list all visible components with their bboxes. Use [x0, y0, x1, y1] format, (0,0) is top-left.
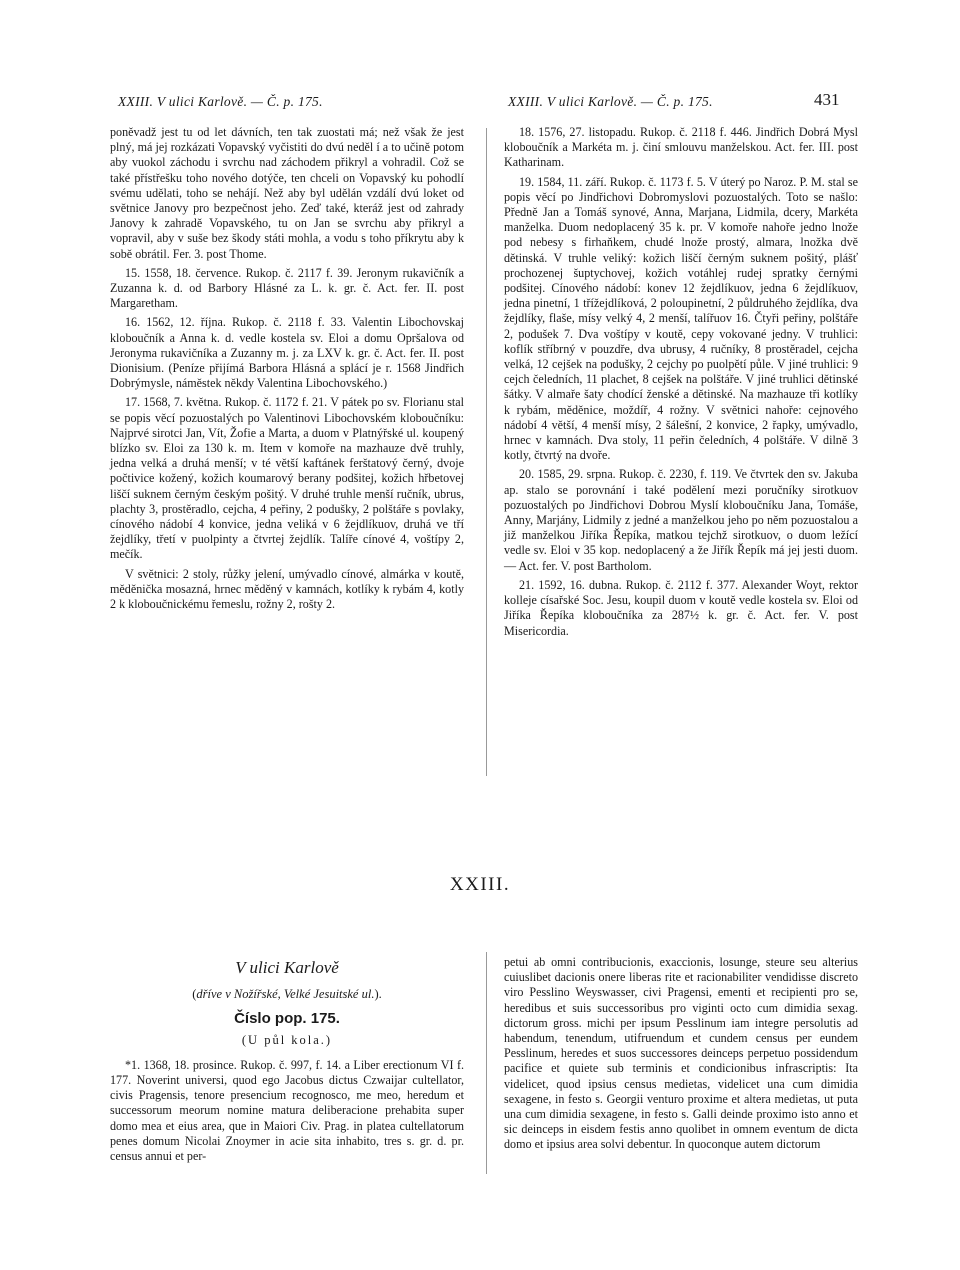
- page-number: 431: [814, 90, 840, 109]
- paragraph: 17. 1568, 7. května. Rukop. č. 1172 f. 21. V pátek po sv. Florianu stal se popis věcí pozuostalých po Valentinovi Libochovském kloboučníku: Najprvé sirotci Jan, Vít, Žofie a Marta, a duom v Platnýřské ul. koupený blízko sv. Eloi za 130 k. m. Item v komoře na mazhauze dvě truhly, jedna velká a druhá menší; v té větší kaftánek ferštatový černý, dvoje počtivice kožený, kožich koumarový berany podšitej, kožich hřbetovej liščí suknem černým českým pošitý. V druhé truhle menší ručník, ubrus, plachty 3, prostěradlo, cejcha, 4 peřiny, 2 podušky, 2 polštáře s povlaky, cínového nádobí 4 konvice, jedna veliká v 6 žejdlíkuov, druhá ve tří žejdlíky, třetí v puolpinty a čtvrtej žejdlík. Talíře cínové 4, voštípy 2, mečík.: [110, 395, 464, 562]
- paragraph: 21. 1592, 16. dubna. Rukop. č. 2112 f. 377. Alexander Woyt, rektor kolleje císařské Soc. Jesu, koupil duom v koutě vedle kostela sv. Eloi od Jiříka Řepíka kloboučníka za 287½ k. gr. č. Act. fer. V. post Misericordia.: [504, 577, 858, 638]
- running-head-left: XXIII. V ulici Karlově. — Č. p. 175.: [118, 94, 323, 109]
- paragraph: 16. 1562, 12. října. Rukop. č. 2118 f. 33. Valentin Libochovskaj kloboučník a Anna k. d. vedle kostela sv. Eloi a domu Opršalova od Jeronyma rukavičníka a Zuzanny m. j. za LXV k. gr. č. Act. fer. II. post Dionisium. (Peníze přijímá Barbora Hlásná a splácí je r. 1568 Jindřich Dobrýmysle, náměstek někdy Valentina Libochovského.): [110, 315, 464, 391]
- bottom-right-column: [504, 955, 858, 1153]
- paragraph: poněvadž jest tu od let dávních, ten tak zuostati má; než však že jest plný, má jej rozkázati Vopavský vyčistiti do dvú neděl í a to učině potom aby vuokol záchodu i svrchu nad záchodem přikryl a vohradil. Což se také přístřešku toho nového dotýče, ten chceli on Vopavský ku pohodlí svému udělati, toho se nehájí. Než aby byl udělán vzdálí dvú loket od světnice Janovy pro bezpečnost jeho. Zeď také, kteráž jest od zahrady Janovy k zahradě Vopavského, tu on Jan se svrchu aby přikryl a vopravil, aby v suše bez škody státi mohla, a vodu s toho příkrytu aby k sobě obrátil. Fer. 3. post Thome.: [110, 125, 464, 261]
- house-name: (U půl kola.): [241, 1032, 333, 1047]
- house-number-heading: Číslo pop. 175.: [234, 1010, 340, 1028]
- former-street-names: [110, 987, 464, 1002]
- formerly-suffix: ).: [374, 987, 382, 1002]
- section-number: XXIII.: [449, 874, 511, 895]
- column-divider: [486, 952, 487, 1174]
- paragraph: petui ab omni contribucionis, exaccionis, losunge, steure seu alterius cuiuslibet dacionis onere liberas rite et racionabiliter vendidisse discreto viro Pesslino Weyswasser, civi Pragensi, ementi et recipienti pro se, heredibus et suis successoribus pro viginti octo cum dimidia sexag. dictorum gross. michi per ipsum Pesslinum iam integre persolutis ad habendum, tenendum, utifruendum et cundem census per eundem Pesslinum, heredes et suos successores deinceps perpetuo possidendum pacifice et quiete sub terminis et condicionibus infrascriptis: Ita videlicet, quod ipsius census medietas, videlicet una cum dimidia sexagene, in festo s. Georgii venturo proxime et altera medietas, ut puta una cum dimidia sexagene, in festo s. Galli deinde proximo isto anno et sic deinceps in eisdem festis anno quolibet in omnem eventum de dicta domo et ipsius area solvi debentur. In quoconque autem dictorum: [504, 955, 858, 1152]
- paragraph: V světnici: 2 stoly, růžky jelení, umývadlo cínové, almárka v koutě, měděnička mosazná, hrnec měděný v kamnách, kotlíky k rybám 4, kotly 2 k kloboučnickému řemeslu, rožny 2, rošty 2.: [110, 566, 464, 612]
- column-divider: [486, 128, 487, 776]
- formerly-prefix: (: [192, 987, 197, 1002]
- bottom-left-column: [110, 955, 464, 1164]
- paragraph: *1. 1368, 18. prosince. Rukop. č. 997, f. 14. a Liber erectionum VI f. 177. Noverint universi, quod ego Jacobus dictus Czwaijar cultellator, civis Pragensis, tenore presencium recognosco, me meo, heredum et successorum meorum nomine matura deliberacione prehabita super domo mea et eius area, que in Maiori Civ. Prag. in platea cultellatorum penes domum Nicolai Znoymer in acie sita inhabito, tres s. gr. d. pr. census annui et per-: [110, 1057, 464, 1164]
- paragraph: 15. 1558, 18. července. Rukop. č. 2117 f. 39. Jeronym rukavičník a Zuzanna k. d. od Barbory Hlásné za L. k. gr. č. Act. fer. II. post Margaretham.: [110, 265, 464, 311]
- formerly-text: dříve v Nožířské, Velké Jesuitské ul.: [196, 987, 375, 1002]
- street-heading: V ulici Karlově: [235, 958, 339, 977]
- paragraph: 18. 1576, 27. listopadu. Rukop. č. 2118 f. 446. Jindřich Dobrá Mysl kloboučník a Markéta m. j. činí smlouvu manželskou. Act. fer. III. post Katharinam.: [504, 125, 858, 170]
- running-head-right: XXIII. V ulici Karlově. — Č. p. 175.: [508, 94, 713, 109]
- paragraph: 19. 1584, 11. září. Rukop. č. 1173 f. 5. V úterý po Naroz. P. M. stal se popis věcí po Jindřichovi Dobromyslovi pozuostalých. Toto se našlo: Předně Jan a Tomáš synové, Anna, Marjana, Lidmila, dcery, Markéta manželka. Duom nedoplacený 35 k. pr. V komoře nahoře jedno lnože pod nebesy s firhaňkem, chudé lnože prostý, almara, lnožka dvě dětinská. V truhle veliký: kožich liščí černým suknem pošitý, plášť prochozenej šuptychovej, kožich votáhlej rudej spratky černými podšitej. Cínového nádobí: konev 12 žejdlíkuov, jedna 6 žejdlíkuov, jedna pinetní, 1 třížejdlíková, 2 poloupinetní, 2 půldruhého žejdlíka, dva žejdlíky, flaše, mísy velký 4, 2 menší, talířuov 16. Čtyři peřiny, polštáře 2, podušek 7. Dva voštípy v koutě, cepy vokované jedny. V truhlici: koflík stříbrný v pouzdře, dva ubrusy, 4 ručníky, 8 prostěradel, cejcha velká, 12 cejšek na podušky, 2 cejchy po puolpětí půle. V jiné truhlici: 9 cejch čeledních, 11 plachet, 8 cejšek na polštáře. V jiné truhlici dětinské šátky. V almaře šaty chodící ženské a dětinské. Na mazhauze tři kotlíky k rybám, měděnice, moždíř, 4 rožny. V světnici nahoře: cejnového nádobí 4 větší, 4 menší mísy, 2 šálešní, 2 konvice, 2 řapky, umývadlo, hrnec v kamnách. Dva stoly, 11 peřin čeledních, 4 polštáře. V dilně 3 kotly, čtvrtý na dvoře.: [504, 174, 858, 463]
- top-right-column: [504, 125, 858, 639]
- paragraph: 20. 1585, 29. srpna. Rukop. č. 2230, f. 119. Ve čtvrtek den sv. Jakuba ap. stalo se porovnání i také podělení mezi poručníky sirotkuov pozuostalých po Jindřichovi Dobrou Myslí kloboučníku Jana, Tomáše, Anny, Marjány, Lidmily z jedné a manželkou jeho po něm pozuostalou a již manželkou Jiříka Řepíka, matkou tejchž sirotkuov, o duom ležící vedle sv. Eloi v 35 kop. nedoplacený a že Jiřík Řepík má jej jesti duom. — Act. fer. V. post Bartholom.: [504, 467, 858, 573]
- top-left-column: [110, 125, 464, 612]
